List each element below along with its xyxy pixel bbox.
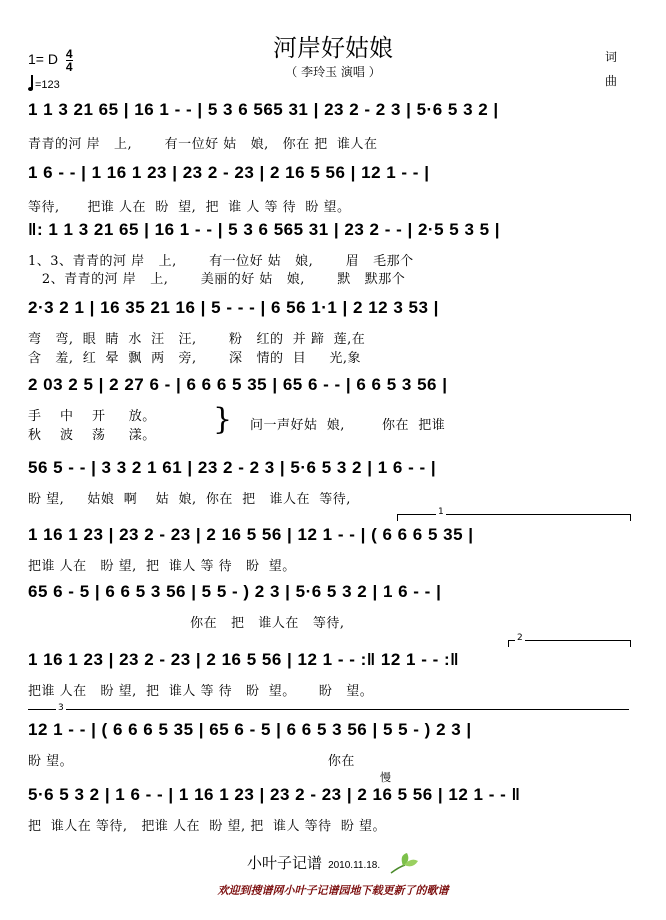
key-label: 1= D <box>28 51 58 68</box>
signature-date: 2010.11.18. <box>328 860 381 871</box>
leaf-icon <box>389 853 419 875</box>
score-line-4: 2·3 2 1 | 16 35 21 16 | 5 - - - | 6 56 1·1 | 2 12 3 53 | <box>28 298 439 317</box>
score-line-8: 65 6 - 5 | 6 6 5 3 56 | 5 5 - ) 2 3 | 5·6 5 3 2 | 1 6 - - | <box>28 582 442 601</box>
lyric-line-3a: 1、3、青青的河 岸 上, 有一位好 姑 娘, 眉 毛那个 <box>28 254 414 269</box>
lyric-line-8: 你在 把 谁人在 等待, <box>28 616 345 631</box>
volta-number: 2 <box>517 633 523 643</box>
expression-mark: 慢 <box>380 771 391 784</box>
composer-label: 曲 <box>605 74 618 88</box>
score-line-3: ‖: 1 1 3 21 65 | 16 1 - - | 5 3 6 565 31 | 23 2 - - | 2·5 5 3 5 | <box>28 220 501 239</box>
score-line-6: 56 5 - - | 3 3 2 1 61 | 23 2 - 2 3 | 5·6 5 3 2 | 1 6 - - | <box>28 458 437 477</box>
lyricist-label: 词 <box>605 50 618 64</box>
quarter-note-icon <box>28 75 33 91</box>
lyric-line-5b: 秋 波 荡 漾。 <box>28 428 156 443</box>
footer-notice: 欢迎到搜谱网小叶子记谱园地下载更新了的歌谱 <box>217 884 449 897</box>
volta-bracket-3 <box>28 703 629 713</box>
signature-text: 小叶子记谱 <box>247 854 323 872</box>
score-line-11: 5·6 5 3 2 | 1 6 - - | 1 16 1 23 | 23 2 - 23 | 2 16 5 56 | 12 1 - - ‖ <box>28 785 521 804</box>
lyric-line-5-shared: 问一声好姑 娘, 你在 把谁 <box>250 418 446 433</box>
page-title: 河岸好姑娘 <box>273 34 393 62</box>
lyric-line-5a: 手 中 开 放。 <box>28 409 156 424</box>
lyric-line-2: 等待, 把谁 人在 盼 望, 把 谁 人 等 待 盼 望。 <box>28 200 351 215</box>
tempo-value: =123 <box>35 79 60 91</box>
score-line-1: 1 1 3 21 65 | 16 1 - - | 5 3 6 565 31 | 23 2 - 2 3 | 5·6 5 3 2 | <box>28 100 499 119</box>
volta-bracket-1 <box>397 507 631 521</box>
score-line-7: 1 16 1 23 | 23 2 - 23 | 2 16 5 56 | 12 1 - - | ( 6 6 6 5 35 | <box>28 525 474 544</box>
lyric-line-6: 盼 望, 姑娘 啊 姑 娘, 你在 把 谁人在 等待, <box>28 492 351 507</box>
verse-brace: } <box>213 402 233 437</box>
performer-subtitle: （ 李玲玉 演唱 ） <box>285 65 381 79</box>
score-line-9: 1 16 1 23 | 23 2 - 23 | 2 16 5 56 | 12 1 - - :‖ 12 1 - - :‖ <box>28 650 460 669</box>
lyric-line-3b: 2、青青的河 岸 上, 美丽的好 姑 娘, 默 默那个 <box>28 272 406 287</box>
lyric-line-4b: 含 羞, 红 晕 飘 两 旁, 深 情的 目 光,象 <box>28 351 361 366</box>
volta-number: 1 <box>438 507 444 517</box>
lyric-line-10: 盼 望。 你在 <box>28 754 355 769</box>
time-signature-bottom: 4 <box>65 60 73 74</box>
lyric-line-7: 把谁 人在 盼 望, 把 谁人 等 待 盼 望。 <box>28 559 296 574</box>
score-line-5: 2 03 2 5 | 2 27 6 - | 6 6 6 5 35 | 65 6 - - | 6 6 5 3 56 | <box>28 375 448 394</box>
lyric-line-1: 青青的河 岸 上, 有一位好 姑 娘, 你在 把 谁人在 <box>28 137 378 152</box>
volta-number: 3 <box>58 703 64 713</box>
time-signature <box>66 48 73 73</box>
volta-bracket-2 <box>508 633 631 647</box>
score-line-2: 1 6 - - | 1 16 1 23 | 23 2 - 23 | 2 16 5 56 | 12 1 - - | <box>28 163 430 182</box>
time-signature-top: 4 <box>65 47 73 61</box>
lyric-line-9: 把谁 人在 盼 望, 把 谁人 等 待 盼 望。 盼 望。 <box>28 684 374 699</box>
tempo-marking <box>28 75 60 91</box>
lyric-line-4a: 弯 弯, 眼 睛 水 汪 汪, 粉 红的 并 蹄 莲,在 <box>28 332 366 347</box>
score-line-10: 12 1 - - | ( 6 6 6 5 35 | 65 6 - 5 | 6 6 5 3 56 | 5 5 - ) 2 3 | <box>28 720 472 739</box>
key-signature <box>28 48 73 73</box>
transcriber-signature <box>0 852 666 875</box>
lyric-line-11: 把 谁人在 等待, 把谁 人在 盼 望, 把 谁人 等待 盼 望。 <box>28 819 387 834</box>
